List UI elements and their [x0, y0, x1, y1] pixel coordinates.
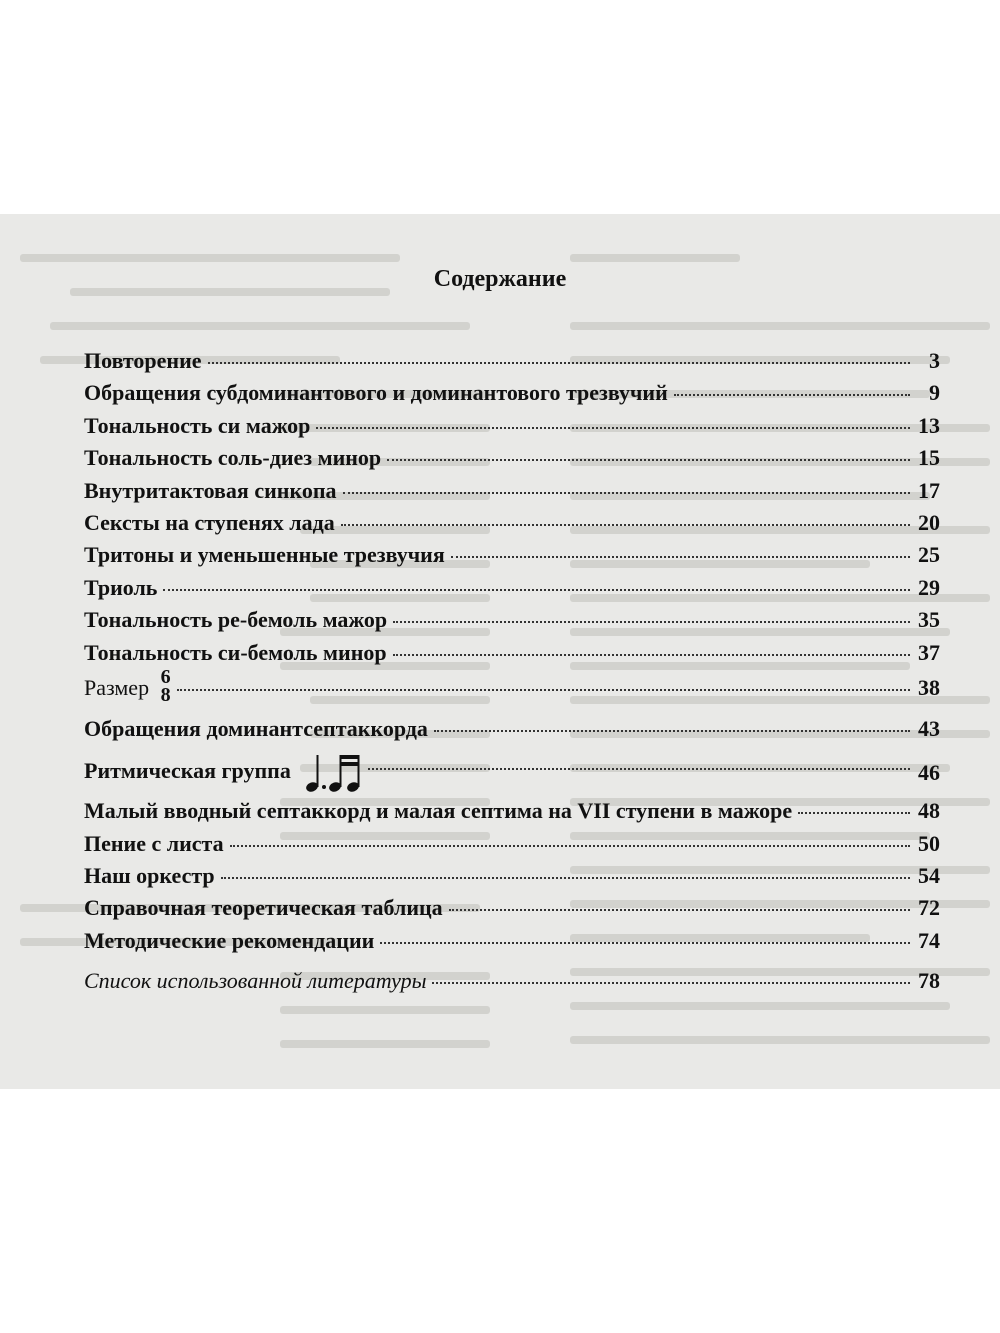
toc-entry-page: 78: [918, 968, 940, 994]
leader-dots: [368, 768, 910, 770]
toc-entry-label: Справочная теоретическая таблица: [84, 895, 443, 921]
leader-dots: [177, 689, 910, 691]
toc-entry-label: Внутритактовая синкопа: [84, 477, 337, 503]
toc-entry[interactable]: [84, 413, 940, 445]
toc-entry-label: Наш оркестр: [84, 863, 215, 889]
toc-entry[interactable]: [84, 348, 940, 380]
toc-entry-page: 29: [918, 574, 940, 600]
toc-entry-label: Малый вводный септаккорд и малая септима на VII ступени в мажоре: [84, 798, 793, 824]
leader-dots: [393, 654, 910, 656]
toc-entry[interactable]: [84, 748, 940, 798]
leader-dots: [341, 524, 910, 526]
toc-entry[interactable]: [84, 640, 940, 672]
toc-entry[interactable]: [84, 607, 940, 639]
toc-entry-label: Тональность си-бемоль минор: [84, 639, 387, 665]
time-signature-denominator: 8: [160, 683, 171, 706]
toc-entry-page: 13: [918, 412, 940, 438]
toc-entry-page: 46: [918, 760, 940, 786]
leader-dots: [387, 459, 910, 461]
leader-dots: [434, 730, 910, 732]
toc-entry[interactable]: [84, 716, 940, 748]
toc-entry-label: Тритоны и уменьшенные трезвучия: [84, 542, 445, 568]
toc-entry-page: 54: [918, 863, 940, 889]
toc-entry-page: 17: [918, 477, 940, 503]
toc-entry-label: [84, 751, 362, 795]
toc-entry-page: 48: [918, 798, 940, 824]
toc-entry[interactable]: [84, 665, 940, 716]
toc-entry-label: Обращения доминантсептаккорда: [84, 715, 428, 741]
toc-entry-label: Тональность ре-бемоль мажор: [84, 607, 388, 633]
toc-entry[interactable]: [84, 575, 940, 607]
toc-entry-label: Сексты на ступенях лада: [84, 509, 335, 535]
leader-dots: [163, 589, 910, 591]
toc-entry-page: 9: [929, 380, 940, 406]
toc-entry-label: Обращения субдоминантового и доминантового трезвучий: [84, 380, 668, 406]
toc-entry-label: Триоль: [84, 574, 158, 600]
toc-entry-page: 3: [929, 348, 940, 373]
toc-entry-label-text: Ритмическая группа: [84, 758, 291, 784]
toc-entry-page: 37: [918, 639, 940, 665]
toc-list: [84, 348, 940, 1001]
toc-entry-page: 72: [918, 895, 940, 921]
leader-dots: [393, 621, 910, 623]
time-signature-numerator: 6: [160, 665, 171, 688]
toc-entry-page: 50: [918, 830, 940, 856]
toc-entry-page: 15: [918, 445, 940, 471]
toc-entry[interactable]: [84, 928, 940, 960]
toc-entry[interactable]: [84, 895, 940, 927]
leader-dots: [230, 845, 910, 847]
leader-dots: [798, 812, 910, 814]
dotted-quarter-two-sixteenths-icon: [304, 751, 362, 795]
leader-dots: [208, 362, 910, 364]
toc-entry-page: 74: [918, 927, 940, 953]
toc-entry-page: 43: [918, 715, 940, 741]
toc-entry-label: Список использованной литературы: [84, 968, 427, 994]
toc-entry-label: Методические рекомендации: [84, 927, 375, 953]
leader-dots: [674, 394, 910, 396]
toc-entry-label: [84, 665, 171, 708]
toc-entry-page: 38: [918, 674, 940, 700]
leader-dots: [449, 909, 910, 911]
toc-entry[interactable]: [84, 863, 940, 895]
leader-dots: [343, 492, 910, 494]
toc-entry-label: Пение с листа: [84, 830, 224, 856]
leader-dots: [316, 427, 910, 429]
toc-entry[interactable]: [84, 510, 940, 542]
book-page: [0, 214, 1000, 1089]
toc-entry-page: 35: [918, 607, 940, 633]
toc-title: Содержание: [433, 266, 567, 292]
toc-entry-page: 25: [918, 542, 940, 568]
toc-entry[interactable]: [84, 831, 940, 863]
toc-entry[interactable]: [84, 478, 940, 510]
toc-entry[interactable]: [84, 380, 940, 412]
leader-dots: [221, 877, 910, 879]
toc-entry-page: 20: [918, 509, 940, 535]
time-signature: [160, 665, 171, 706]
toc-entry-label-text: Размер: [84, 674, 150, 700]
toc-entry[interactable]: [84, 798, 940, 830]
toc-entry[interactable]: [84, 542, 940, 574]
toc-entry-label: Тональность соль-диез минор: [84, 445, 382, 471]
toc-entry[interactable]: [84, 968, 940, 1000]
leader-dots: [432, 982, 910, 984]
toc-entry-label: Повторение: [84, 348, 202, 373]
leader-dots: [451, 556, 910, 558]
toc-entry-label: Тональность си мажор: [84, 412, 311, 438]
leader-dots: [380, 942, 910, 944]
toc-entry[interactable]: [84, 445, 940, 477]
